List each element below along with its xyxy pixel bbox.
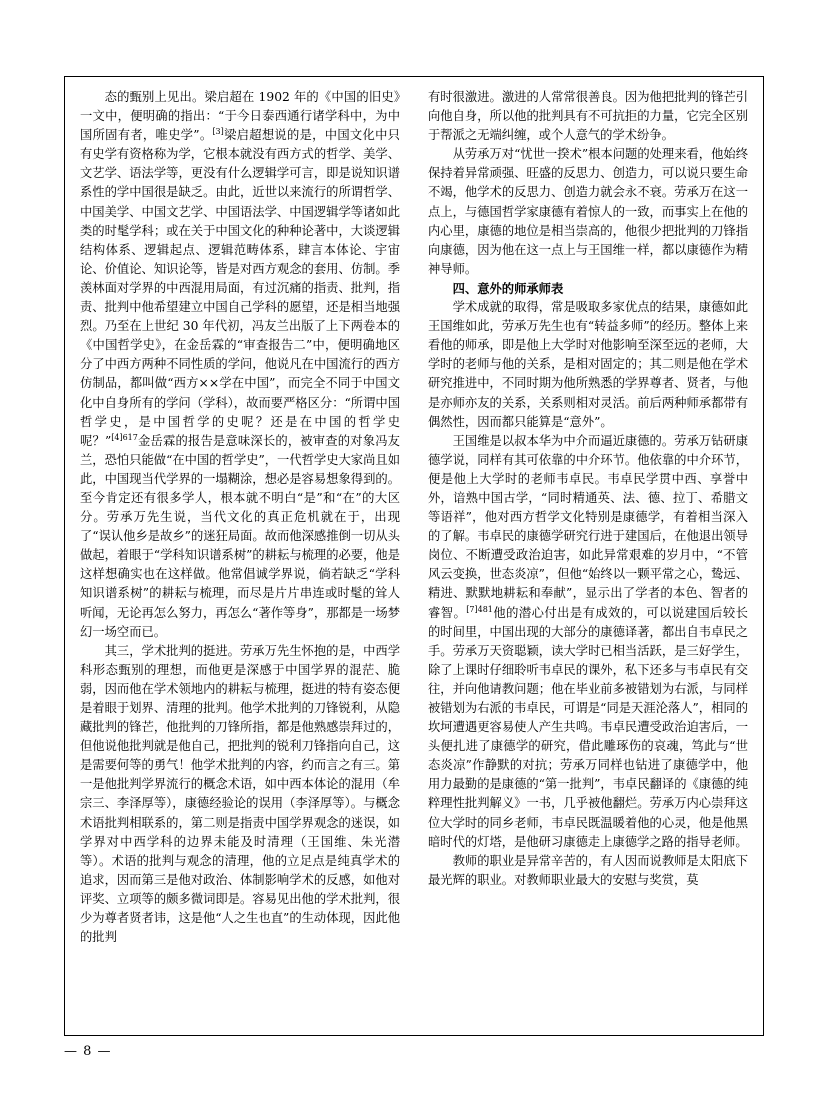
page-number: — 8 — xyxy=(64,1044,112,1059)
left-column xyxy=(80,88,400,1026)
paragraph: 态的甄别上见出。梁启超在 1902 年的《中国的旧史》一文中，便明确的指出：“于今日泰西通行诸学科中，为中国所固有者，唯史学”。[3]梁启超想说的是，中国文化中只有史学有资格称为学，它根本就没有西方式的哲学、美学、文艺学、语法学等，更没有什么逻辑学可言，即是说知识谱系性的学中国很是缺乏。由此，近世以来流行的所谓哲学、中国美学、中国文艺学、中国语法学、中国逻辑学等诸如此类的时髦学科；或在关于中国文化的种种论著中，大谈逻辑结构体系、逻辑起点、逻辑范畴体系，肆言本体论、宇宙论、价值论、知识论等，皆是对西方观念的套用、仿制。季羡林面对学界的中西混用局面，有过沉痛的指责、批判，指责、批判中他希望建立中国自己学科的愿望，还是相当地强烈。乃至在上世纪 30 年代初，冯友兰出版了上下两卷本的《中国哲学史》，在金岳霖的“审查报告二”中，便明确地区分了中西方两种不同性质的学问，他说凡在中国流行的西方仿制品，都叫做“西方××学在中国”，而完全不同于中国文化中自身所有的学问（学科），故而要严格区分：“所谓中国哲学史，是中国哲学的史呢？还是在中国的哲学史呢？”$^{[4]617}$金岳霖的报告是意味深长的，被审查的对象冯友兰，恐怕只能做“在中国的哲学史”，一代哲学史大家尚且如此，中国现当代学界的一塌糊涂，想必是容易想象得到的。至今肯定还有很多学人，根本就不明白“是”和“在”的大区分。劳承万先生说，当代文化的真正危机就在于，出现了“误认他乡是故乡”的迷狂局面。故而他深感推倒一切从头做起，着眼于“学科知识谱系树”的耕耘与梳理的必要，他是这样想确实也在这样做。他常倡诚学界说，倘若缺乏“学科知识谱系树”的耕耘与梳理，而尽是片片串连或时髦的耸人听闻，无论再怎么努力，再怎么“著作等身”，那都是一场梦幻一场空而已。 xyxy=(80,90,400,639)
right-column xyxy=(428,88,748,1026)
paragraph: 有时很激进。激进的人常常很善良。因为他把批判的锋芒引向他自身，所以他的批判具有不可抗拒的力量，它完全区别于帮派之无端纠缠，或个人意气的学术纷争。 xyxy=(428,90,748,143)
paragraph: 王国维是以叔本华为中介而逼近康德的。劳承万钻研康德学说，同样有其可依靠的中介环节。他依靠的中介环节，便是他上大学时的老师韦卓民。韦卓民学贯中西、享誉中外，谙熟中国古学，“同时精通英、法、德、拉丁、希腊文等语祥”，他对西方哲学文化特别是康德学，有着相当深入的了解。韦卓民的康德学研究行进于建国后，在他退出领导岗位、不断遭受政治迫害，如此异常艰难的岁月中，“不管风云变换，世态炎凉”，但他“始终以一颗平常之心，鸷远、精进、默默地耕耘和奉献”，显示出了学者的本色、智者的睿智。$^{[7]481}$他的潜心付出是有成效的，可以说建国后较长的时间里，中国出现的大部分的康德译著，都出自韦卓民之手。劳承万天资聪颖，读大学时已相当活跃，是三好学生，除了上课时仔细聆听韦卓民的课外，私下还多与韦卓民有交往，并向他请教问题；他在毕业前多被错划为右派，与同样被错划为右派的韦卓民，可谓是“同是天涯沦落人”，相同的坎坷遭遇更容易使人产生共鸣。韦卓民遭受政治迫害后，一头便扎进了康德学的研究，借此雕琢伤的哀魂，笃此与“世态炎凉”作静默的对抗；劳承万同样也钻进了康德学中，他用力最勤的是康德的“第一批判”，韦卓民翻译的《康德的纯粹理性批判解义》一书，几乎被他翻烂。劳承万内心崇拜这位大学时的同乡老师，韦卓民既温暖着他的心灵，他是他黑暗时代的灯塔，是他研习康德走上康德学之路的指导老师。 xyxy=(428,433,748,849)
paragraph: 其三，学术批判的挺进。劳承万先生怀抱的是，中西学科形态甄别的理想，而他更是深感于中国学界的混茫、脆弱，因而他在学术领地内的耕耘与梳理，挺进的特有姿态便是着眼于划界、清理的批判。他学术批判的刀锋锐利，从隐藏批判的锋芒，他批判的刀锋所指，都是他熟感崇拜过的，但他说他批判就是他自己，把批判的锐利刀锋指向自己，这是需要何等的勇气！他学术批判的内容，约而言之有三。第一是他批判学界流行的概念术语，如中西本体论的混用（牟宗三、李泽厚等），康德经验论的误用（李泽厚等）。与概念术语批判相联系的，第二则是指责中国学界观念的迷误，如学界对中西学科的边界未能及时清理（王国维、朱光潜等）。术语的批判与观念的清理，他的立足点是纯真学术的追求，因而第三是他对政治、体制影响学术的反感，如他对评奖、立项等的颇多微词即是。容易见出他的学术批判，很少为尊者贤者讳，这是他“人之生也直”的生动体现，因此他的批判 xyxy=(80,643,400,945)
two-column-body xyxy=(80,88,748,1026)
paragraph: 学术成就的取得，常是吸取多家优点的结果，康德如此王国维如此，劳承万先生也有“转益多师”的经历。整体上来看他的师承，即是他上大学时对他影响至深至远的老师，大学时的老师与他的关系，是相对固定的；其二则是他在学术研究推进中，不同时期为他所熟悉的学界尊者、贤者，与他是亦师亦友的关系，关系则相对灵活。前后两种师承都带有偶然性，因而都只能算是“意外”。 xyxy=(428,300,748,429)
paragraph: 从劳承万对“忧世一揆术”根本问题的处理来看，他始终保持着异常顽强、旺盛的反思力、创造力，可以说只要生命不竭，他学术的反思力、创造力就会永不衰。劳承万在这一点上，与德国哲学家康德有着惊人的一致，而事实上在他的内心里，康德的地位是相当崇高的，他很少把批判的刀锋指向康德，因为他在这一点上与王国维一样，都以康德作为精神导师。 xyxy=(428,147,748,276)
paragraph: 教师的职业是异常辛苦的，有人因而说教师是太阳底下最光辉的职业。对教师职业最大的安慰与奖赏，莫 xyxy=(428,853,748,887)
section-heading: 四、意外的师承师表 xyxy=(452,280,564,296)
